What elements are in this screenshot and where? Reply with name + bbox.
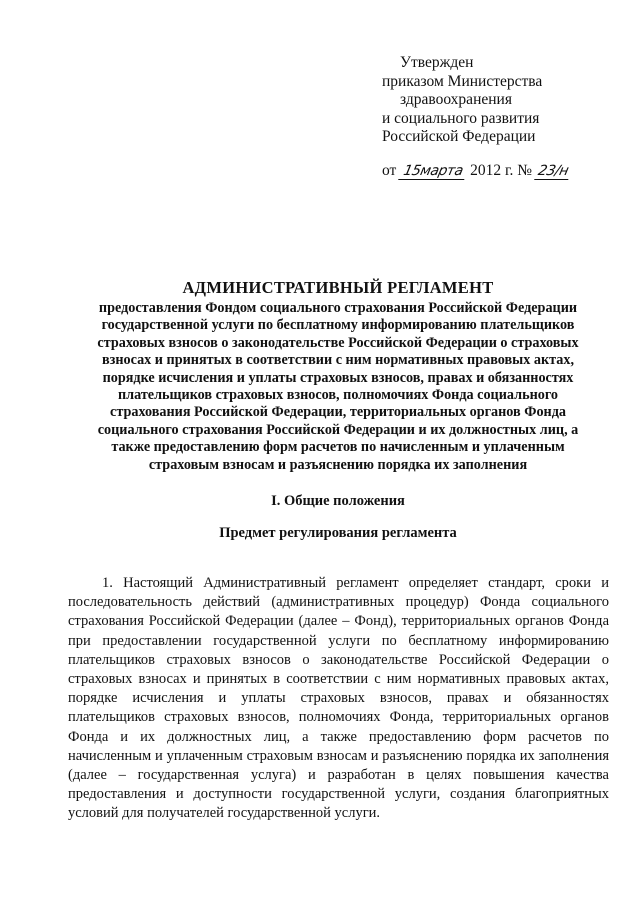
document-title: АДМИНИСТРАТИВНЫЙ РЕГЛАМЕНТ [182, 278, 494, 297]
subtitle-line: социального страхования Российской Федерации и их должностных лиц, а [97, 421, 579, 438]
subtitle-line: предоставления Фондом социального страхования Российской Федерации [98, 300, 578, 316]
document-title-block [68, 278, 608, 474]
approval-line: приказом Министерства [382, 72, 543, 90]
section-heading: I. Общие положения [271, 493, 405, 509]
subtitle-line: порядке исчисления и уплаты страховых взносов, правах и обязанностях [102, 369, 574, 386]
subtitle-line: также предоставлению форм расчетов по начисленным и уплаченным [111, 439, 565, 456]
subtitle-line: взносах и принятых в соответствии с ним нормативных правовых актах, [101, 352, 575, 369]
approval-stamp [382, 54, 612, 147]
order-reference [382, 162, 570, 180]
approval-line: и социального развития [382, 109, 540, 127]
order-number-handwritten: 23/н [534, 163, 572, 180]
subtitle-line: плательщиков страховых взносов, полномочиях Фонда социального [117, 387, 559, 404]
body-paragraph: 1. Настоящий Административный регламент определяет стандарт, сроки и последовательность действий (административных процедур) Фонда социального страхования Российской Федерации (далее – Фонд), территориальных органов Фонда при предоставлении государственной услуги по бесплатному информированию плательщиков страховых взносов о законодательстве Российской Федерации о страховых взносах и принятых в соответствии с ним нормативных правовых актах, порядке исчисления и уплаты страховых взносов, правах и обязанностях плательщиков страховых взносов, полномочиях Фонда, территориальных органов Фонда и их должностных лиц, а также предоставлению форм расчетов по начисленным и уплаченным страховым взносам и разъяснению порядка их заполнения (далее – государственная услуга) и разработан в целях повышения качества предоставления и доступности государственной услуги, создания благоприятных условий для получателей государственной услуги. [68, 575, 609, 822]
approval-line: здравоохранения [400, 91, 512, 108]
order-year: 2012 г. № [470, 162, 533, 179]
subtitle-line: страховых взносов о законодательстве Российской Федерации о страховых [97, 334, 579, 351]
subtitle-line: страховым взносам и разъяснению порядка их заполнения [148, 456, 528, 473]
subtitle-line: страхования Российской Федерации, территориальных органов Фонда [110, 404, 566, 421]
subsection-heading: Предмет регулирования регламента [219, 525, 457, 541]
order-prefix: от [382, 162, 397, 179]
approval-line: Утвержден [400, 54, 474, 71]
document-subtitle [68, 300, 608, 474]
subtitle-line: государственной услуги по бесплатному информированию плательщиков [101, 317, 575, 334]
order-date-handwritten: 15марта [398, 163, 468, 180]
approval-line: Российской Федерации [382, 128, 536, 145]
